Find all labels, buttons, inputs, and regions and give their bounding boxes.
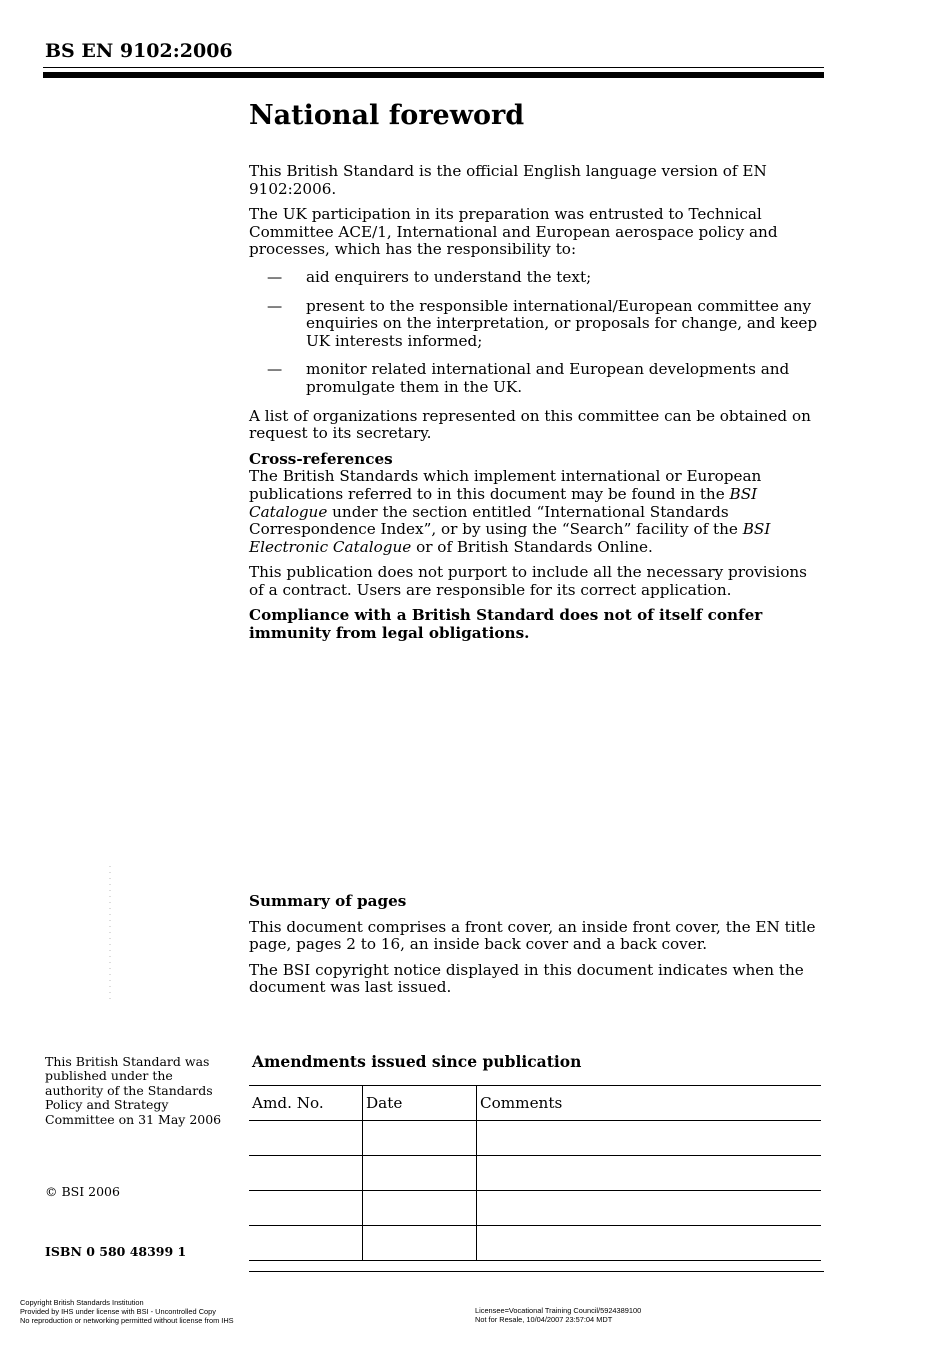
paragraph-official-version: This British Standard is the official English language version of EN 9102:2006. xyxy=(249,162,767,198)
copyright-notice-paragraph: The BSI copyright notice displayed in this document indicates when the document was last issued. xyxy=(249,960,804,997)
dash-marker: — xyxy=(267,267,283,286)
document-id: BS EN 9102:2006 xyxy=(45,40,233,62)
table-cell xyxy=(363,1121,477,1156)
list-item-text: aid enquirers to understand the text; xyxy=(306,267,592,286)
table-row xyxy=(249,1121,821,1156)
footer-line: Copyright British Standards Institution xyxy=(20,1298,144,1307)
copyright-text: © BSI 2006 xyxy=(45,1184,120,1199)
list-item xyxy=(249,361,824,396)
amendments-table xyxy=(249,1085,821,1261)
paragraph-provisions: This publication does not purport to include all the necessary provisions of a contract. Users are responsible for its correct application. xyxy=(249,563,807,599)
dash-marker: — xyxy=(267,296,283,315)
summary-of-pages xyxy=(249,893,824,1005)
table-cell xyxy=(249,1121,363,1156)
table-header-row xyxy=(249,1086,821,1121)
summary-paragraph: This document comprises a front cover, an inside front cover, the EN title page, pages 2 to 16, an inside back cover and a back cover. xyxy=(249,917,816,954)
cross-ref-text: under the section entitled “International Standards Correspondence Index”, or by using the “Search” facility of the xyxy=(249,502,743,539)
list-item-text: monitor related international and European developments and promulgate them in the UK. xyxy=(306,360,790,396)
list-item-text: present to the responsible international/European committee any enquiries on the interpretation, or proposals for change, and keep UK interests informed; xyxy=(306,296,818,350)
bsi-electronic-catalogue-italic: BSI Electronic Catalogue xyxy=(249,520,771,556)
footer-license-left xyxy=(20,1298,234,1325)
header-rule-thick xyxy=(43,72,824,78)
margin-dotted-mark xyxy=(108,866,112,1001)
responsibility-list xyxy=(249,269,824,397)
table-cell xyxy=(477,1121,822,1156)
column-header-comments: Comments xyxy=(477,1086,822,1121)
paragraph-cross-references xyxy=(249,468,824,556)
table-cell xyxy=(249,1191,363,1226)
cross-ref-text: The British Standards which implement international or European publications referred to in this document may be found in the xyxy=(249,467,762,503)
authority-note: This British Standard was published under the authority of the Standards Policy and Strategy Committee on 31 May 2006 xyxy=(45,1054,222,1127)
table-cell xyxy=(363,1226,477,1261)
amendments-title: Amendments issued since publication xyxy=(252,1052,582,1071)
footer-license-right xyxy=(475,1306,641,1324)
paragraph-committee-list: A list of organizations represented on this committee can be obtained on request to its secretary. xyxy=(249,406,811,443)
column-header-amd-no: Amd. No. xyxy=(249,1086,363,1121)
table-cell xyxy=(477,1156,822,1191)
list-item xyxy=(249,269,824,287)
header-rule-thin xyxy=(43,67,824,68)
paragraph-compliance: Compliance with a British Standard does not of itself confer immunity from legal obligations. xyxy=(249,606,763,643)
bottom-rule xyxy=(249,1271,824,1272)
list-item xyxy=(249,298,824,351)
table-cell xyxy=(363,1156,477,1191)
footer-line: Provided by IHS under license with BSI - Uncontrolled Copy xyxy=(20,1307,216,1316)
table-cell xyxy=(477,1191,822,1226)
page-title: National foreword xyxy=(249,100,525,131)
cross-references-heading: Cross-references xyxy=(249,449,393,468)
foreword-body xyxy=(249,163,824,651)
summary-heading: Summary of pages xyxy=(249,892,407,910)
table-cell xyxy=(249,1226,363,1261)
table-row xyxy=(249,1191,821,1226)
bsi-catalogue-italic: BSI Catalogue xyxy=(249,484,758,521)
cross-ref-text: or of British Standards Online. xyxy=(411,537,653,556)
table-row xyxy=(249,1156,821,1191)
table-cell xyxy=(477,1226,822,1261)
table-cell xyxy=(249,1156,363,1191)
table-row xyxy=(249,1226,821,1261)
isbn: ISBN 0 580 48399 1 xyxy=(45,1244,187,1259)
paragraph-uk-participation: The UK participation in its preparation was entrusted to Technical Committee ACE/1, International and European aerospace policy and processes, which has the responsibility to: xyxy=(249,205,778,259)
table-cell xyxy=(363,1191,477,1226)
dash-marker: — xyxy=(267,360,283,379)
column-header-date: Date xyxy=(363,1086,477,1121)
footer-line: Not for Resale, 10/04/2007 23:57:04 MDT xyxy=(475,1315,613,1324)
footer-line: No reproduction or networking permitted without license from IHS xyxy=(20,1316,234,1325)
footer-line: Licensee=Vocational Training Council/5924389100 xyxy=(475,1306,642,1315)
